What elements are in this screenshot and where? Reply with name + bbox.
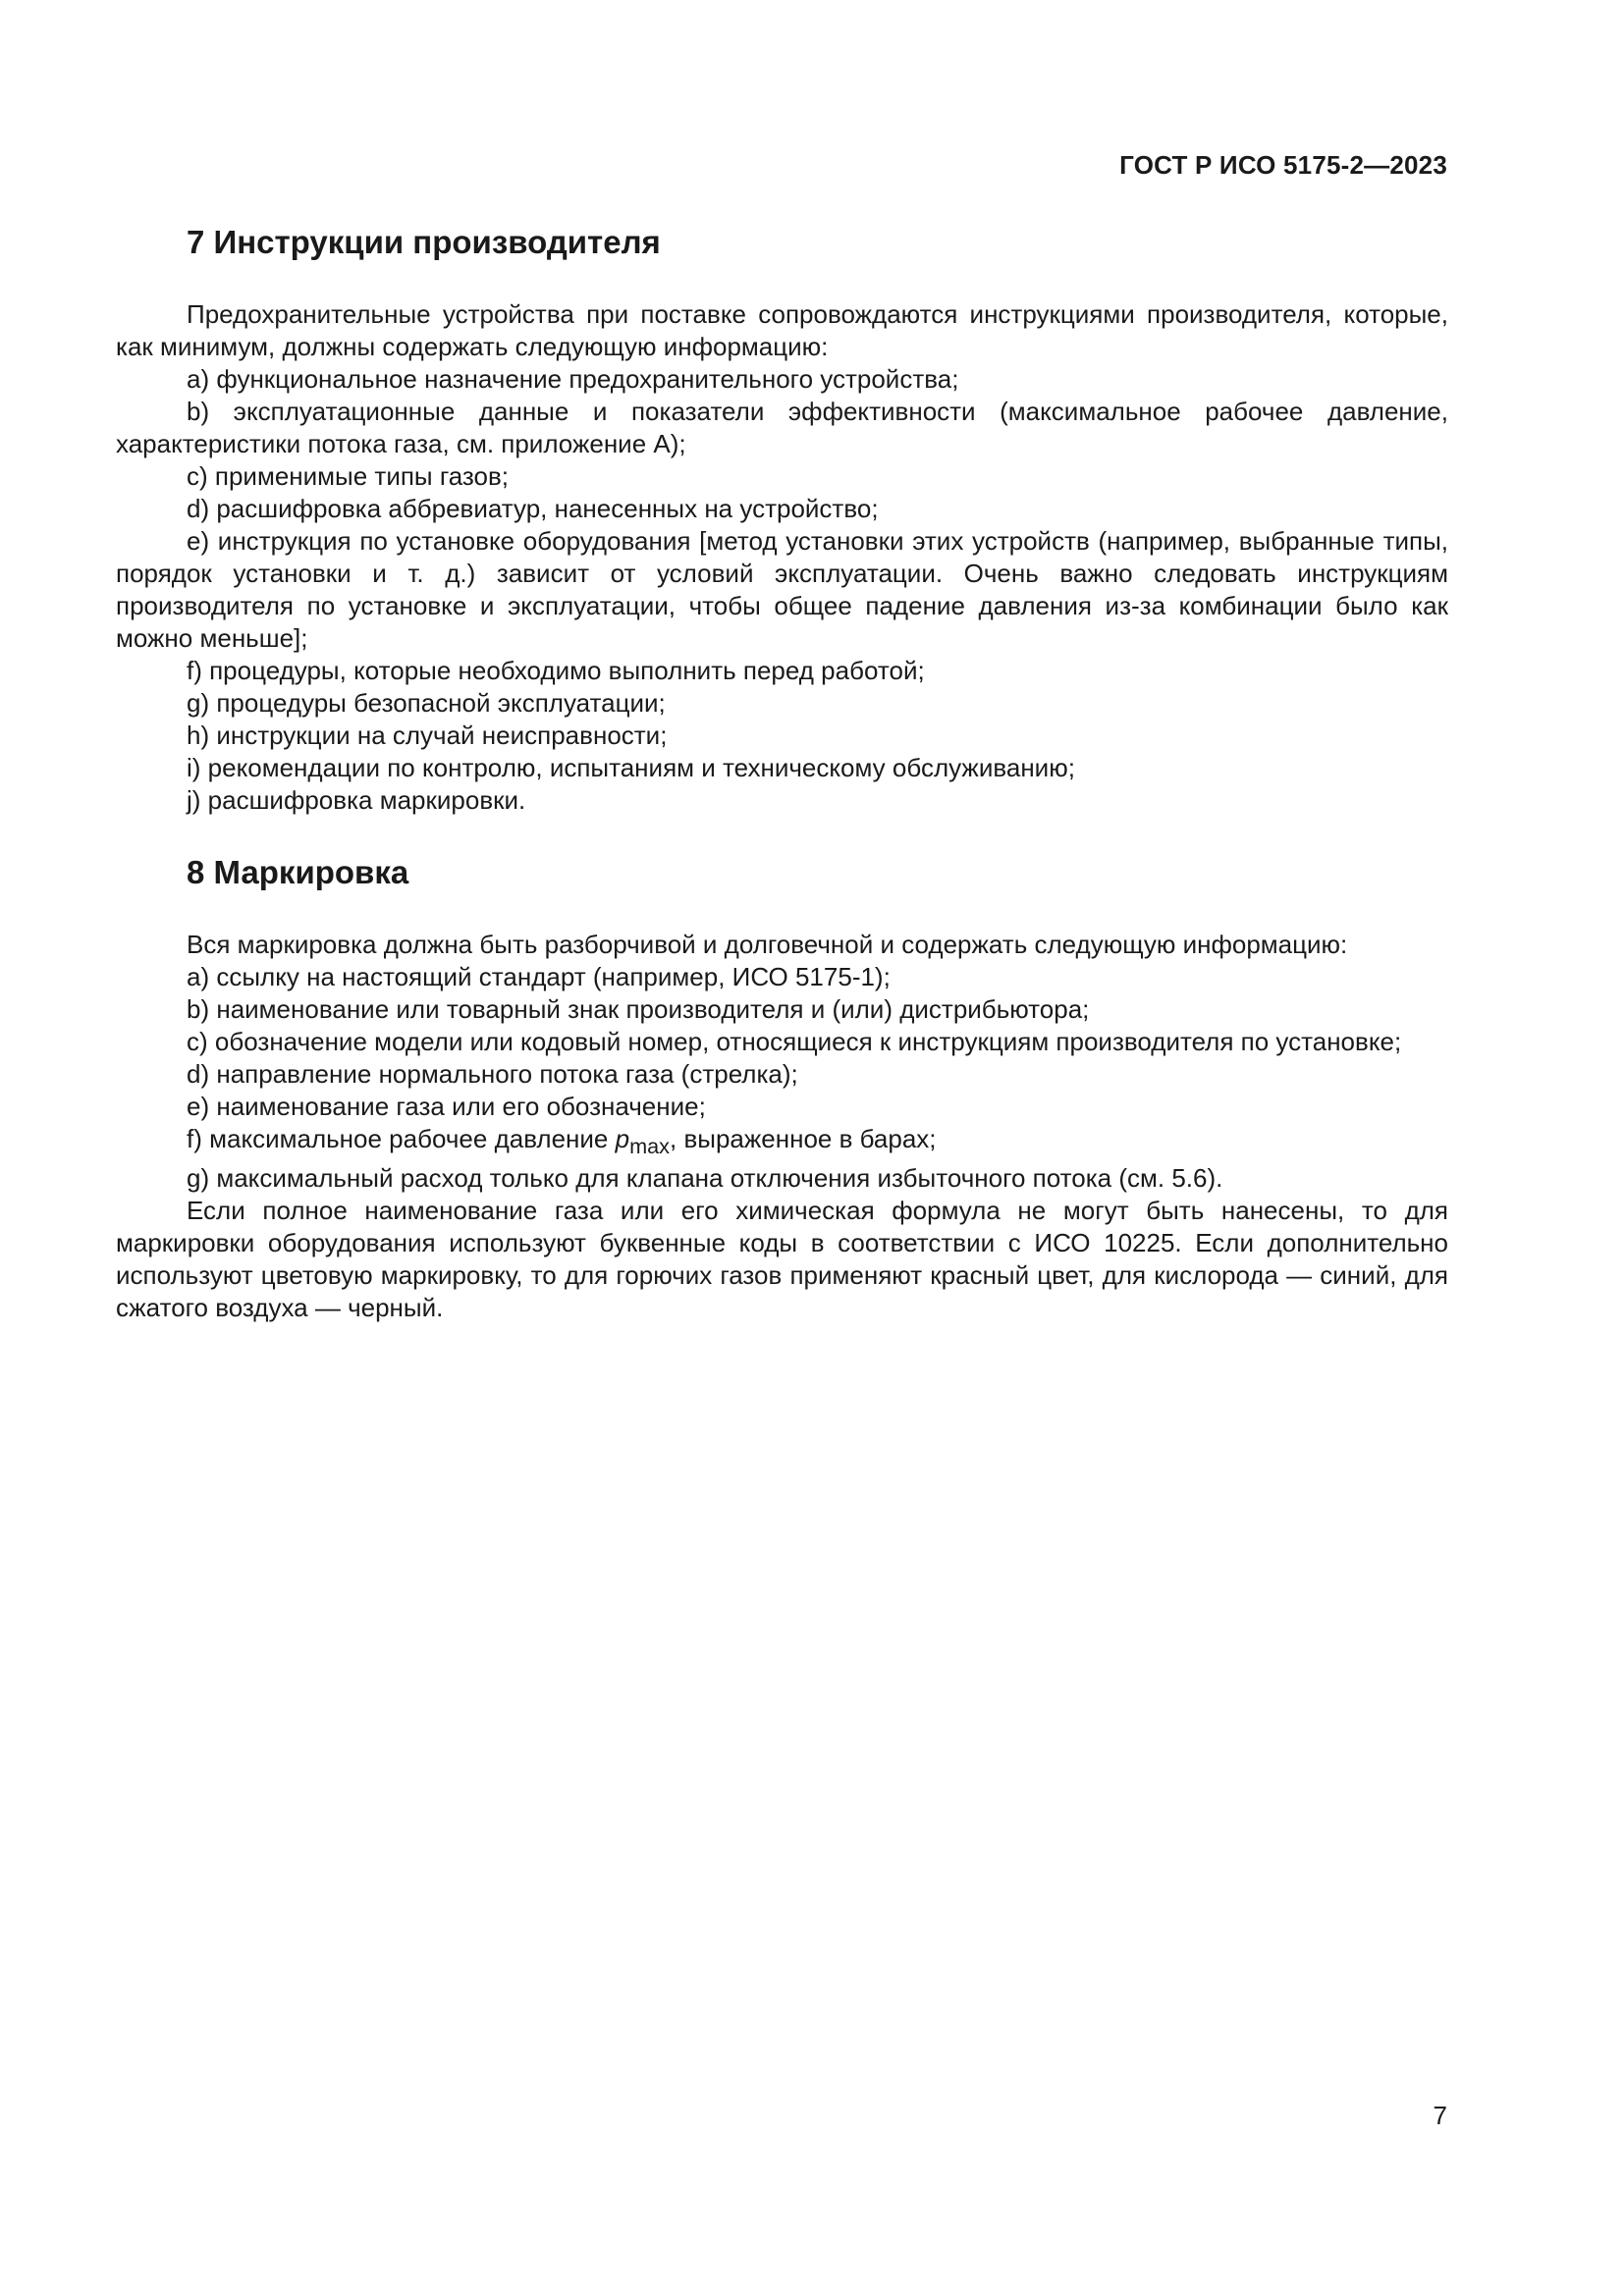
section-marking [116, 854, 1448, 1324]
list-item: j) расшифровка маркировки. [187, 785, 526, 815]
section-manufacturer-instructions [116, 224, 1448, 817]
section-8-closing: Если полное наименование газа или его химическая формула не могут быть нанесены, то для маркировки оборудования используют буквенные коды в соответствии с ИСО 10225. Если дополнительно используют цветовую маркировку, то для горючих газов применяют красный цвет, для кислорода — синий, для сжатого воздуха — черный. [116, 1196, 1448, 1323]
pressure-subscript: max [629, 1134, 671, 1159]
list-item: c) применимые типы газов; [187, 461, 510, 491]
page-number: 7 [1433, 2101, 1447, 2130]
document-id-header: ГОСТ Р ИСО 5175-2—2023 [1119, 150, 1447, 180]
list-item-pressure [116, 1123, 1448, 1162]
list-item: i) рекомендации по контролю, испытаниям и техническому обслуживанию; [187, 753, 1075, 782]
pressure-item-suffix: , выраженное в барах; [670, 1124, 937, 1153]
list-item: a) ссылку на настоящий стандарт (например, ИСО 5175-1); [187, 962, 891, 991]
pressure-symbol: p [615, 1124, 630, 1153]
list-item: g) процедуры безопасной эксплуатации; [187, 688, 666, 718]
list-item: f) процедуры, которые необходимо выполнить перед работой; [187, 656, 925, 685]
section-7-intro: Предохранительные устройства при поставке сопровождаются инструкциями производителя, которые, как минимум, должны содержать следующую информацию: [116, 299, 1448, 361]
section-7-heading: 7 Инструкции производителя [187, 224, 661, 260]
list-item: a) функциональное назначение предохранительного устройства; [187, 364, 959, 394]
list-item: b) эксплуатационные данные и показатели эффективности (максимальное рабочее давление, характеристики потока газа, см. приложение А); [116, 397, 1448, 458]
list-item: c) обозначение модели или кодовый номер, относящиеся к инструкциям производителя по установке; [187, 1027, 1402, 1056]
list-item: e) инструкция по установке оборудования [метод установки этих устройств (например, выбранные типы, порядок установки и т. д.) зависит от условий эксплуатации. Очень важно следовать инструкциям производителя по установке и эксплуатации, чтобы общее падение давления из-за комбинации было как можно меньше]; [116, 526, 1448, 653]
list-item: d) направление нормального потока газа (стрелка); [187, 1059, 798, 1089]
list-item: g) максимальный расход только для клапана отключения избыточного потока (см. 5.6). [187, 1163, 1223, 1194]
list-item: h) инструкции на случай неисправности; [187, 721, 668, 750]
list-item: b) наименование или товарный знак производителя и (или) дистрибьютора; [187, 994, 1090, 1024]
list-item: e) наименование газа или его обозначение; [187, 1092, 706, 1121]
pressure-item-prefix: f) максимальное рабочее давление [187, 1124, 616, 1153]
section-8-intro: Вся маркировка должна быть разборчивой и долговечной и содержать следующую информацию: [187, 930, 1348, 959]
list-item: d) расшифровка аббревиатур, нанесенных на устройство; [187, 494, 879, 523]
section-8-heading: 8 Маркировка [187, 854, 409, 890]
